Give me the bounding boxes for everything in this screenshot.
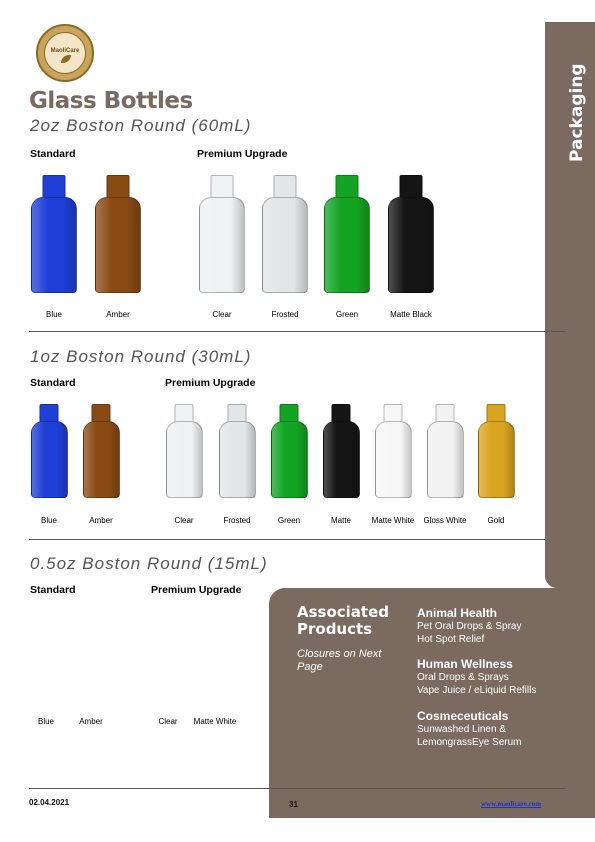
- bottle-body: [199, 197, 245, 293]
- bottle-matte-white: [375, 404, 412, 498]
- bottle-caption: Clear: [212, 310, 232, 319]
- bottle-body: [323, 421, 360, 498]
- bottle-clear: [166, 404, 203, 498]
- bottle-caption: Gloss White: [423, 516, 467, 525]
- bottle-caption: Green: [277, 516, 301, 525]
- premium-label-2oz: Premium Upgrade: [197, 148, 288, 160]
- bottle-frosted: [262, 175, 308, 293]
- footer-divider: [29, 788, 565, 789]
- section-title-05oz: 0.5oz Boston Round (15mL): [30, 554, 268, 573]
- bottle-caption: Matte: [330, 516, 351, 525]
- standard-label-1oz: Standard: [30, 377, 76, 389]
- bottle-caption: Matte White: [371, 516, 415, 525]
- bottle-caption: Amber: [106, 310, 130, 319]
- bottle-caption: Frosted: [223, 516, 251, 525]
- bottle-matte-black: [388, 175, 434, 293]
- bottle-body: [271, 421, 308, 498]
- bottle-amber: [95, 175, 141, 293]
- bottle-caption: Matte White: [193, 717, 237, 726]
- logo-emblem: [44, 32, 86, 74]
- website-link[interactable]: www.maolicare.com: [481, 800, 542, 808]
- logo-text: MaoliCare: [50, 48, 80, 54]
- bottle-caption: Amber: [79, 717, 103, 726]
- section-divider: [29, 539, 545, 540]
- bottle-body: [262, 197, 308, 293]
- premium-label-05oz: Premium Upgrade: [151, 584, 242, 596]
- bottle-caption: Blue: [45, 310, 62, 319]
- category-item: Pet Oral Drops & Spray: [417, 621, 522, 632]
- bottle-caption: Green: [335, 310, 359, 319]
- bottle-body: [219, 421, 256, 498]
- bottle-body: [375, 421, 412, 498]
- associated-products-panel: [269, 588, 595, 818]
- section-title-2oz: 2oz Boston Round (60mL): [30, 116, 252, 135]
- bottle-caption: Blue: [40, 516, 57, 525]
- category-cosmeceuticals: Cosmeceuticals: [417, 709, 509, 723]
- category-human-wellness: Human Wellness: [417, 657, 513, 671]
- section-divider: [29, 331, 565, 332]
- bottle-body: [95, 197, 141, 293]
- page-number: 31: [289, 800, 298, 809]
- category-item: LemongrassEye Serum: [417, 737, 522, 748]
- bottle-caption: Amber: [89, 516, 113, 525]
- bottle-caption: Matte Black: [390, 310, 432, 319]
- bottle-blue: [31, 175, 77, 293]
- bottle-matte: [323, 404, 360, 498]
- category-animal-health: Animal Health: [417, 606, 498, 620]
- category-item: Hot Spot Relief: [417, 634, 485, 645]
- bottle-frosted: [219, 404, 256, 498]
- bottle-caption: Gold: [487, 516, 505, 525]
- bottle-body: [166, 421, 203, 498]
- bottle-body: [324, 197, 370, 293]
- category-item: Sunwashed Linen &: [417, 724, 506, 735]
- premium-label-1oz: Premium Upgrade: [165, 377, 256, 389]
- bottle-body: [83, 421, 120, 498]
- standard-label-05oz: Standard: [30, 584, 76, 596]
- bottle-caption: Clear: [174, 516, 194, 525]
- bottle-caption: Frosted: [271, 310, 299, 319]
- bottle-gloss-white: [427, 404, 464, 498]
- bottle-body: [31, 197, 77, 293]
- side-tab-label: Packaging: [567, 63, 587, 162]
- category-item: Vape Juice / eLiquid Refills: [417, 685, 537, 696]
- bird-icon: [61, 55, 71, 63]
- bottle-green: [271, 404, 308, 498]
- bottle-body: [478, 421, 515, 498]
- side-tab: [545, 22, 595, 588]
- bottle-amber: [83, 404, 120, 498]
- footer-date: 02.04.2021: [29, 798, 70, 807]
- bottle-blue: [31, 404, 68, 498]
- company-logo: [36, 24, 94, 82]
- closures-note: Closures on Next Page: [297, 648, 382, 673]
- bottle-caption: Blue: [37, 717, 54, 726]
- section-title-1oz: 1oz Boston Round (30mL): [30, 347, 252, 366]
- bottle-green: [324, 175, 370, 293]
- standard-label-2oz: Standard: [30, 148, 76, 160]
- category-item: Oral Drops & Sprays: [417, 672, 509, 683]
- bottle-body: [31, 421, 68, 498]
- bottle-clear: [199, 175, 245, 293]
- bottle-gold: [478, 404, 515, 498]
- bottle-body: [427, 421, 464, 498]
- page-title: Glass Bottles: [29, 88, 193, 114]
- bottle-body: [388, 197, 434, 293]
- bottle-caption: Clear: [158, 717, 178, 726]
- associated-heading: Associated Products: [297, 603, 390, 638]
